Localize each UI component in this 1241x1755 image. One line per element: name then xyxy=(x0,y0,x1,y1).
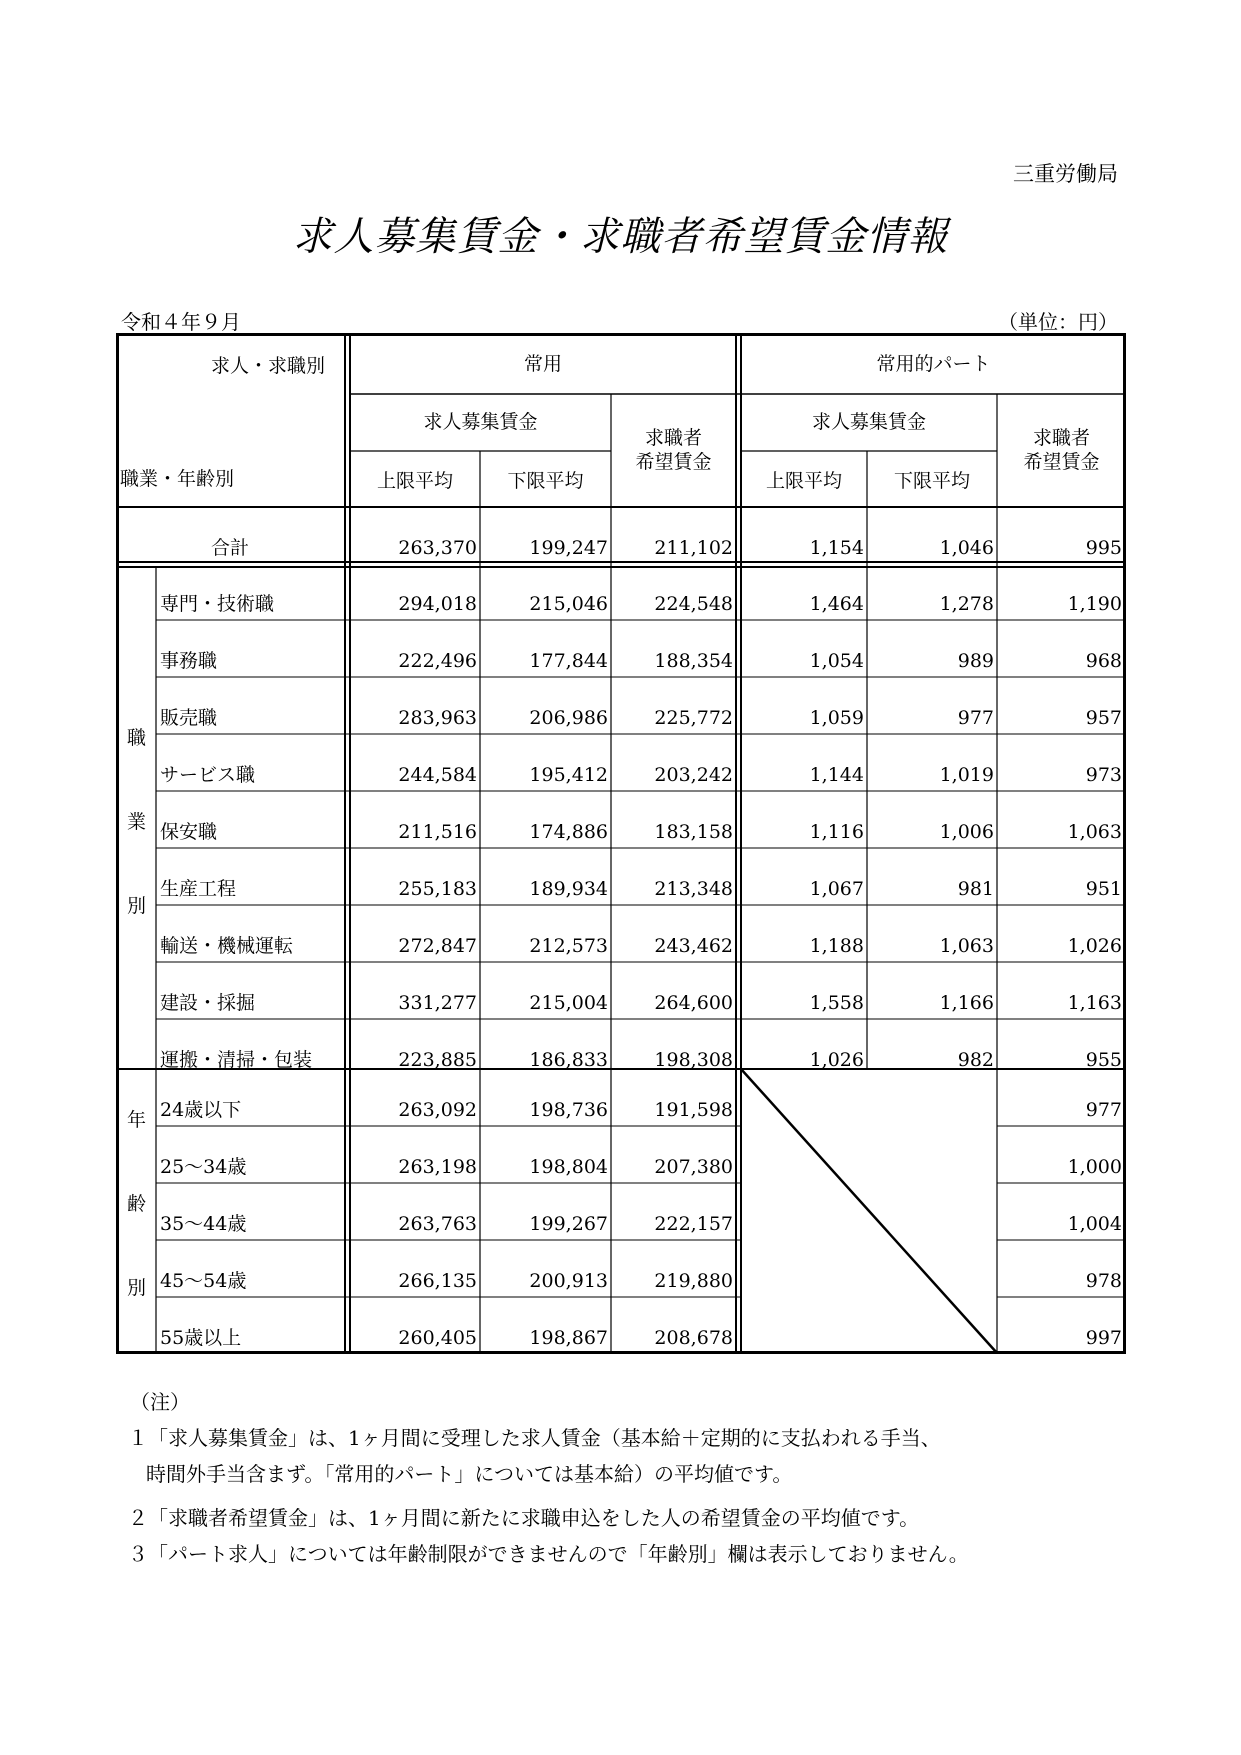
notes-heading: （注） xyxy=(130,1390,190,1414)
total-cell: 995 xyxy=(1085,537,1122,559)
note-1-line-2: 時間外手当含まず。「常用的パート」については基本給）の平均値です。 xyxy=(146,1462,793,1486)
age-value-cell: 208,678 xyxy=(654,1327,733,1349)
occupation-value-cell: 206,986 xyxy=(529,707,608,729)
occupation-value-cell: 989 xyxy=(957,650,994,672)
occupation-value-cell: 1,278 xyxy=(939,593,994,615)
occupation-row-label: 輸送・機械運転 xyxy=(160,935,294,957)
occupation-value-cell: 215,004 xyxy=(529,992,608,1014)
occupation-value-cell: 225,772 xyxy=(654,707,733,729)
age-row-label: 24歳以下 xyxy=(160,1099,242,1121)
occupation-value-cell: 195,412 xyxy=(529,764,608,786)
age-value-cell: 978 xyxy=(1085,1270,1122,1292)
page-title: 求人募集賃金・求職者希望賃金情報 xyxy=(292,214,949,260)
occupation-value-cell: 213,348 xyxy=(654,878,733,900)
subheader-wish-part-l2: 希望賃金 xyxy=(1023,451,1100,473)
occupation-value-cell: 243,462 xyxy=(654,935,733,957)
occupation-value-cell: 294,018 xyxy=(398,593,477,615)
age-row-label: 45～54歳 xyxy=(160,1270,247,1292)
occupation-value-cell: 977 xyxy=(957,707,994,729)
occupation-value-cell: 264,600 xyxy=(654,992,733,1014)
occupation-value-cell: 1,063 xyxy=(1067,821,1122,843)
occupation-value-cell: 1,188 xyxy=(809,935,864,957)
occupation-value-cell: 1,063 xyxy=(939,935,994,957)
issuing-office: 三重労働局 xyxy=(1013,162,1118,186)
occupation-value-cell: 957 xyxy=(1085,707,1122,729)
occupation-value-cell: 1,054 xyxy=(809,650,864,672)
occupation-value-cell: 177,844 xyxy=(529,650,608,672)
occupation-value-cell: 272,847 xyxy=(398,935,477,957)
age-value-cell: 222,157 xyxy=(654,1213,733,1235)
note-1-line-1: １「求人募集賃金」は、1ヶ月間に受理した求人賃金（基本給＋定期的に支払われる手当、 xyxy=(128,1426,941,1450)
occupation-value-cell: 1,190 xyxy=(1067,593,1122,615)
occupation-value-cell: 188,354 xyxy=(654,650,733,672)
total-cell: 1,154 xyxy=(809,537,864,559)
occupation-row-label: 専門・技術職 xyxy=(160,593,275,615)
occupation-value-cell: 1,059 xyxy=(809,707,864,729)
occupation-value-cell: 1,166 xyxy=(939,992,994,1014)
col-header-lower-regular: 下限平均 xyxy=(507,470,584,492)
occupation-value-cell: 981 xyxy=(957,878,994,900)
occupation-value-cell: 186,833 xyxy=(529,1049,608,1071)
age-value-cell: 263,198 xyxy=(398,1156,477,1178)
subheader-offer-regular: 求人募集賃金 xyxy=(423,411,538,433)
age-row-label: 35～44歳 xyxy=(160,1213,247,1235)
occupation-value-cell: 183,158 xyxy=(654,821,733,843)
age-value-cell: 200,913 xyxy=(529,1270,608,1292)
occupation-value-cell: 1,026 xyxy=(809,1049,864,1071)
age-group-char: 別 xyxy=(127,1277,147,1299)
unit-label: （単位：円） xyxy=(998,310,1118,334)
age-row-label: 55歳以上 xyxy=(160,1327,242,1349)
age-value-cell: 1,000 xyxy=(1067,1156,1122,1178)
age-value-cell: 997 xyxy=(1085,1327,1122,1349)
occupation-row-label: 運搬・清掃・包装 xyxy=(160,1049,313,1071)
occupation-value-cell: 1,163 xyxy=(1067,992,1122,1014)
age-value-cell: 977 xyxy=(1085,1099,1122,1121)
occupation-value-cell: 255,183 xyxy=(398,878,477,900)
occupation-value-cell: 174,886 xyxy=(529,821,608,843)
occupation-row-label: サービス職 xyxy=(160,764,256,786)
total-cell: 1,046 xyxy=(939,537,994,559)
col-header-upper-part: 上限平均 xyxy=(765,470,842,492)
occupation-value-cell: 223,885 xyxy=(398,1049,477,1071)
age-value-cell: 263,092 xyxy=(398,1099,477,1121)
occupation-value-cell: 1,006 xyxy=(939,821,994,843)
occupation-value-cell: 198,308 xyxy=(654,1049,733,1071)
age-value-cell: 191,598 xyxy=(654,1099,733,1121)
occupation-value-cell: 224,548 xyxy=(654,593,733,615)
wage-table xyxy=(116,333,1126,1355)
age-value-cell: 1,004 xyxy=(1067,1213,1122,1235)
occupation-value-cell: 1,067 xyxy=(809,878,864,900)
occupation-value-cell: 1,116 xyxy=(809,821,864,843)
occupation-value-cell: 982 xyxy=(957,1049,994,1071)
age-group-char: 齢 xyxy=(127,1193,147,1215)
occupation-value-cell: 1,026 xyxy=(1067,935,1122,957)
total-label: 合計 xyxy=(211,537,250,559)
col-header-upper-regular: 上限平均 xyxy=(376,470,453,492)
occupation-value-cell: 1,144 xyxy=(809,764,864,786)
occupation-value-cell: 215,046 xyxy=(529,593,608,615)
occupation-row-label: 保安職 xyxy=(160,821,218,843)
age-value-cell: 198,736 xyxy=(529,1099,608,1121)
age-value-cell: 219,880 xyxy=(654,1270,733,1292)
total-cell: 211,102 xyxy=(654,537,733,559)
occupation-group-char: 業 xyxy=(127,811,147,833)
note-3: ３「パート求人」については年齢制限ができませんので「年齢別」欄は表示しておりません。 xyxy=(128,1542,969,1566)
age-value-cell: 266,135 xyxy=(398,1270,477,1292)
occupation-row-label: 販売職 xyxy=(160,707,218,729)
occupation-row-label: 建設・採掘 xyxy=(160,992,256,1014)
group-header-regular: 常用 xyxy=(523,353,562,375)
occupation-value-cell: 222,496 xyxy=(398,650,477,672)
occupation-group-char: 職 xyxy=(127,727,147,749)
corner-header-top: 求人・求職別 xyxy=(211,355,326,377)
occupation-value-cell: 1,019 xyxy=(939,764,994,786)
age-value-cell: 207,380 xyxy=(654,1156,733,1178)
occupation-value-cell: 244,584 xyxy=(398,764,477,786)
occupation-row-label: 事務職 xyxy=(160,650,218,672)
occupation-value-cell: 189,934 xyxy=(529,878,608,900)
total-cell: 199,247 xyxy=(529,537,608,559)
occupation-row-label: 生産工程 xyxy=(160,878,237,900)
occupation-value-cell: 203,242 xyxy=(654,764,733,786)
subheader-wish-part-l1: 求職者 xyxy=(1032,427,1090,449)
age-value-cell: 260,405 xyxy=(398,1327,477,1349)
occupation-value-cell: 331,277 xyxy=(398,992,477,1014)
occupation-value-cell: 1,464 xyxy=(809,593,864,615)
subheader-offer-part: 求人募集賃金 xyxy=(811,411,926,433)
occupation-value-cell: 955 xyxy=(1085,1049,1122,1071)
report-period: 令和４年９月 xyxy=(121,310,241,334)
occupation-value-cell: 973 xyxy=(1085,764,1122,786)
occupation-value-cell: 283,963 xyxy=(398,707,477,729)
corner-header-bottom: 職業・年齢別 xyxy=(120,468,235,490)
group-header-part: 常用的パート xyxy=(876,353,991,375)
age-value-cell: 198,804 xyxy=(529,1156,608,1178)
age-value-cell: 199,267 xyxy=(529,1213,608,1235)
occupation-value-cell: 212,573 xyxy=(529,935,608,957)
occupation-group-char: 別 xyxy=(127,895,147,917)
age-row-label: 25～34歳 xyxy=(160,1156,247,1178)
occupation-value-cell: 1,558 xyxy=(809,992,864,1014)
age-value-cell: 198,867 xyxy=(529,1327,608,1349)
col-header-lower-part: 下限平均 xyxy=(893,470,970,492)
occupation-value-cell: 211,516 xyxy=(398,821,477,843)
age-value-cell: 263,763 xyxy=(398,1213,477,1235)
subheader-wish-regular-l2: 希望賃金 xyxy=(635,451,712,473)
age-group-char: 年 xyxy=(127,1109,147,1131)
subheader-wish-regular-l1: 求職者 xyxy=(644,427,702,449)
total-cell: 263,370 xyxy=(398,537,477,559)
occupation-value-cell: 968 xyxy=(1085,650,1122,672)
note-2: ２「求職者希望賃金」は、1ヶ月間に新たに求職申込をした人の希望賃金の平均値です。 xyxy=(128,1506,920,1530)
occupation-value-cell: 951 xyxy=(1085,878,1122,900)
